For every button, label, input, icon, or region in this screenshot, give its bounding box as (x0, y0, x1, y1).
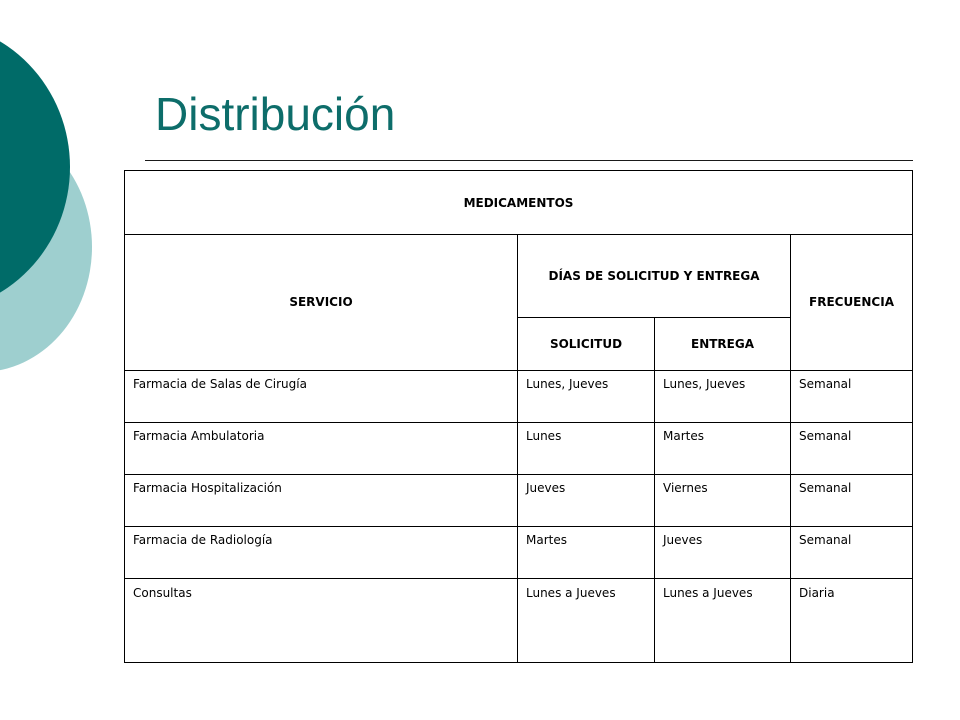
cell-servicio: Farmacia Ambulatoria (125, 423, 518, 475)
cell-solicitud: Lunes, Jueves (518, 371, 655, 423)
distribution-table (124, 170, 913, 663)
header-solicitud: SOLICITUD (518, 318, 655, 371)
table-row (125, 579, 913, 663)
cell-entrega: Jueves (655, 527, 791, 579)
slide-title: Distribución (155, 88, 396, 140)
cell-frecuencia: Semanal (791, 475, 913, 527)
cell-solicitud: Jueves (518, 475, 655, 527)
cell-frecuencia: Semanal (791, 423, 913, 475)
header-servicio: SERVICIO (125, 235, 518, 371)
cell-frecuencia: Semanal (791, 371, 913, 423)
title-divider (145, 160, 913, 161)
cell-solicitud: Lunes a Jueves (518, 579, 655, 663)
table-row (125, 475, 913, 527)
cell-servicio: Farmacia Hospitalización (125, 475, 518, 527)
table-row (125, 371, 913, 423)
cell-frecuencia: Semanal (791, 527, 913, 579)
table-row (125, 423, 913, 475)
header-medicamentos: MEDICAMENTOS (125, 171, 913, 235)
cell-servicio: Farmacia de Salas de Cirugía (125, 371, 518, 423)
table-header-row (125, 235, 913, 318)
cell-entrega: Lunes, Jueves (655, 371, 791, 423)
header-dias-solicitud-entrega: DÍAS DE SOLICITUD Y ENTREGA (518, 235, 791, 318)
table-group-header-row (125, 171, 913, 235)
cell-frecuencia: Diaria (791, 579, 913, 663)
header-entrega: ENTREGA (655, 318, 791, 371)
cell-solicitud: Martes (518, 527, 655, 579)
cell-servicio: Farmacia de Radiología (125, 527, 518, 579)
cell-entrega: Viernes (655, 475, 791, 527)
cell-solicitud: Lunes (518, 423, 655, 475)
cell-entrega: Lunes a Jueves (655, 579, 791, 663)
header-frecuencia: FRECUENCIA (791, 235, 913, 371)
cell-entrega: Martes (655, 423, 791, 475)
cell-servicio: Consultas (125, 579, 518, 663)
table-row (125, 527, 913, 579)
